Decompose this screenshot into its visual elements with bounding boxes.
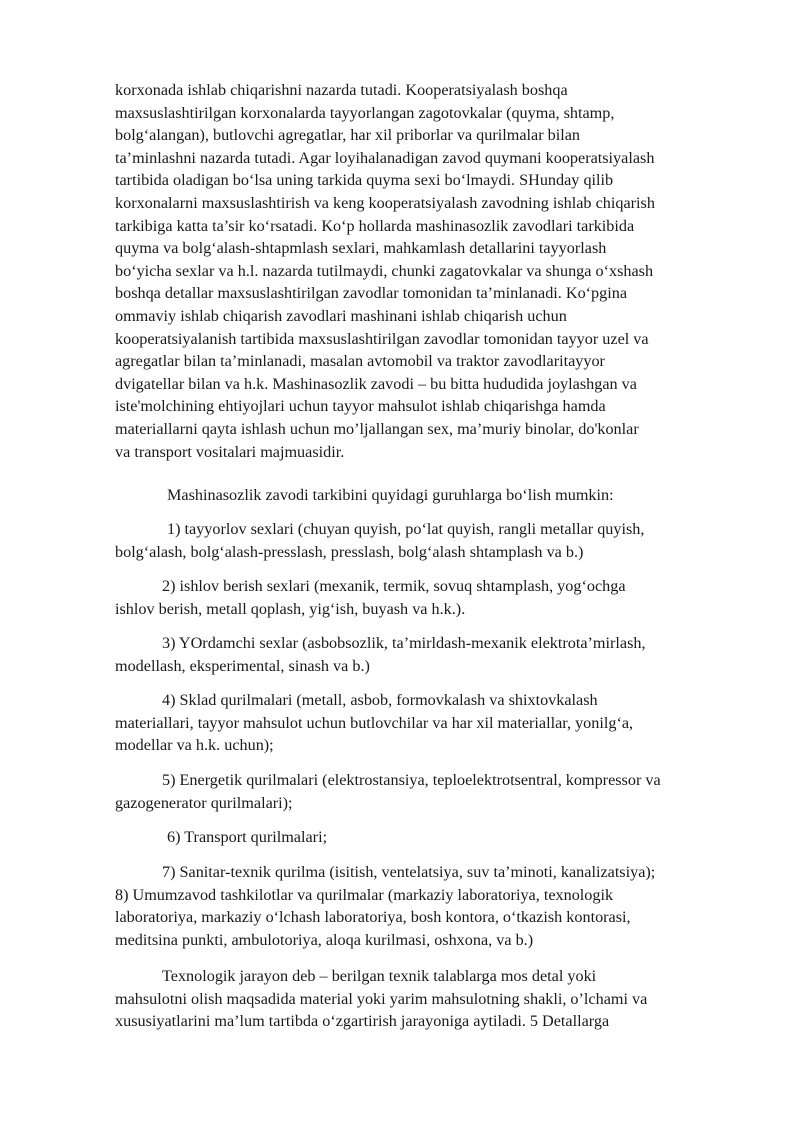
- text-line: 8) Umumzavod tashkilotlar va qurilmalar (markaziy laboratoriya, texnologik: [115, 885, 614, 904]
- text-line: iste'molchining ehtiyojlari uchun tayyor mahsulot ishlab chiqarishga hamda: [115, 397, 606, 416]
- text-line: 6) Transport qurilmalari;: [167, 828, 328, 846]
- list-item-auxiliary-shops: [115, 632, 755, 677]
- text-line: laboratoriya, markaziy o‘lchash laboratoriya, bosh kontora, o‘tkazish kontorasi,: [115, 908, 631, 927]
- text-line: mahsulotni olish maqsadida material yoki yarim mahsulotning shakli, o’lchami va: [115, 989, 648, 1008]
- text-line: modellar va h.k. uchun);: [115, 736, 274, 755]
- text-line: korxonalarni maxsuslashtirish va keng kooperatsiyalash zavodning ishlab chiqarish: [115, 193, 655, 212]
- text-line: 1) tayyorlov sexlari (chuyan quyish, po‘lat quyish, rangli metallar quyish,: [167, 520, 645, 538]
- paragraph-technological-process: [115, 965, 755, 1033]
- text-line: 4) Sklad qurilmalari (metall, asbob, formovkalash va shixtovkalash: [162, 691, 598, 709]
- text-line: maxsuslashtirilgan korxonalarda tayyorlangan zagotovkalar (quyma, shtamp,: [115, 103, 615, 122]
- text-line: korxonada ishlab chiqarishni nazarda tutadi. Kooperatsiyalash boshqa: [115, 81, 568, 99]
- text-line: tarkibiga katta ta’sir ko‘rsatadi. Ko‘p hollarda mashinasozlik zavodlari tarkibida: [115, 216, 635, 235]
- text-line: kooperatsiyalanish tartibida maxsuslashtirilgan zavodlar tomonidan tayyor uzel va: [115, 329, 649, 348]
- text-line: bolg‘alangan), butlovchi agregatlar, har xil priborlar va qurilmalar bilan: [115, 126, 581, 145]
- text-line: ishlov berish, metall qoplash, yig‘ish, buyash va h.k.).: [115, 599, 466, 618]
- text-line: materiallarni qayta ishlash uchun mo’ljallangan sex, ma’muriy binolar, do'konlar: [115, 419, 639, 438]
- text-line: 7) Sanitar-texnik qurilma (isitish, ventelatsiya, suv ta’minoti, kanalizatsiya);: [162, 863, 656, 881]
- text-line: materiallari, tayyor mahsulot uchun butlovchilar va har xil materiallar, yonilg‘a,: [115, 713, 634, 732]
- text-line: 5) Energetik qurilmalari (elektrostansiya, teploelektrotsentral, kompressor va: [162, 771, 661, 789]
- text-line: boshqa detallar maxsuslashtirilgan zavodlar tomonidan ta’minlanadi. Ko‘pgina: [115, 284, 628, 303]
- text-line: bo‘yicha sexlar va h.l. nazarda tutilmaydi, chunki zagatovkalar va shunga o‘xshash: [115, 261, 654, 280]
- text-line: meditsina punkti, ambulotoriya, aloqa kurilmasi, oshxona, va b.): [115, 930, 534, 949]
- text-line: Mashinasozlik zavodi tarkibini quyidagi guruhlarga bo‘lish mumkin:: [167, 486, 614, 504]
- text-line: ommaviy ishlab chiqarish zavodlari mashinani ishlab chiqarish uchun: [115, 306, 567, 325]
- text-line: dvigatellar bilan va h.k. Mashinasozlik zavodi – bu bitta hududida joylashgan va: [115, 374, 637, 393]
- list-item-processing-shops: [115, 575, 755, 620]
- text-line: tartibida oladigan bo‘lsa uning tarkida quyma sexi bo‘lmaydi. SHunday qilib: [115, 171, 614, 190]
- list-item-transport-facilities: [115, 826, 755, 849]
- text-line: agregatlar bilan ta’minlanadi, masalan avtomobil va traktor zavodlaritayyor: [115, 352, 605, 371]
- list-item-preparation-shops: [115, 518, 755, 563]
- list-item-sanitary-and-general: [115, 861, 755, 951]
- text-line: bolg‘alash, bolg‘alash-presslash, presslash, bolg‘alash shtamplash va b.): [115, 542, 584, 561]
- text-line: modellash, eksperimental, sinash va b.): [115, 656, 370, 675]
- text-line: 3) YOrdamchi sexlar (asbobsozlik, ta’mirldash-mexanik elektrota’mirlash,: [162, 634, 646, 652]
- text-line: ta’minlashni nazarda tutadi. Agar loyihalanadigan zavod quymani kooperatsiyalash: [115, 148, 655, 167]
- text-line: Texnologik jarayon deb – berilgan texnik talablarga mos detal yoki: [162, 967, 597, 985]
- list-item-energy-facilities: [115, 769, 755, 814]
- text-line: va transport vositalari majmuasidir.: [115, 442, 345, 461]
- text-line: quyma va bolg‘alash-shtapmlash sexlari, mahkamlash detallarini tayyorlash: [115, 239, 607, 258]
- paragraph-cooperation: [115, 79, 755, 463]
- text-line: gazogenerator qurilmalari);: [115, 793, 293, 812]
- text-line: 2) ishlov berish sexlari (mexanik, termik, sovuq shtamplash, yog‘ochga: [162, 577, 626, 595]
- text-line: xususiyatlarini ma’lum tartibda o‘zgartirish jarayoniga aytiladi. 5 Detallarga: [115, 1012, 610, 1031]
- paragraph-plant-composition-intro: [167, 484, 767, 507]
- list-item-warehouse-facilities: [115, 689, 755, 757]
